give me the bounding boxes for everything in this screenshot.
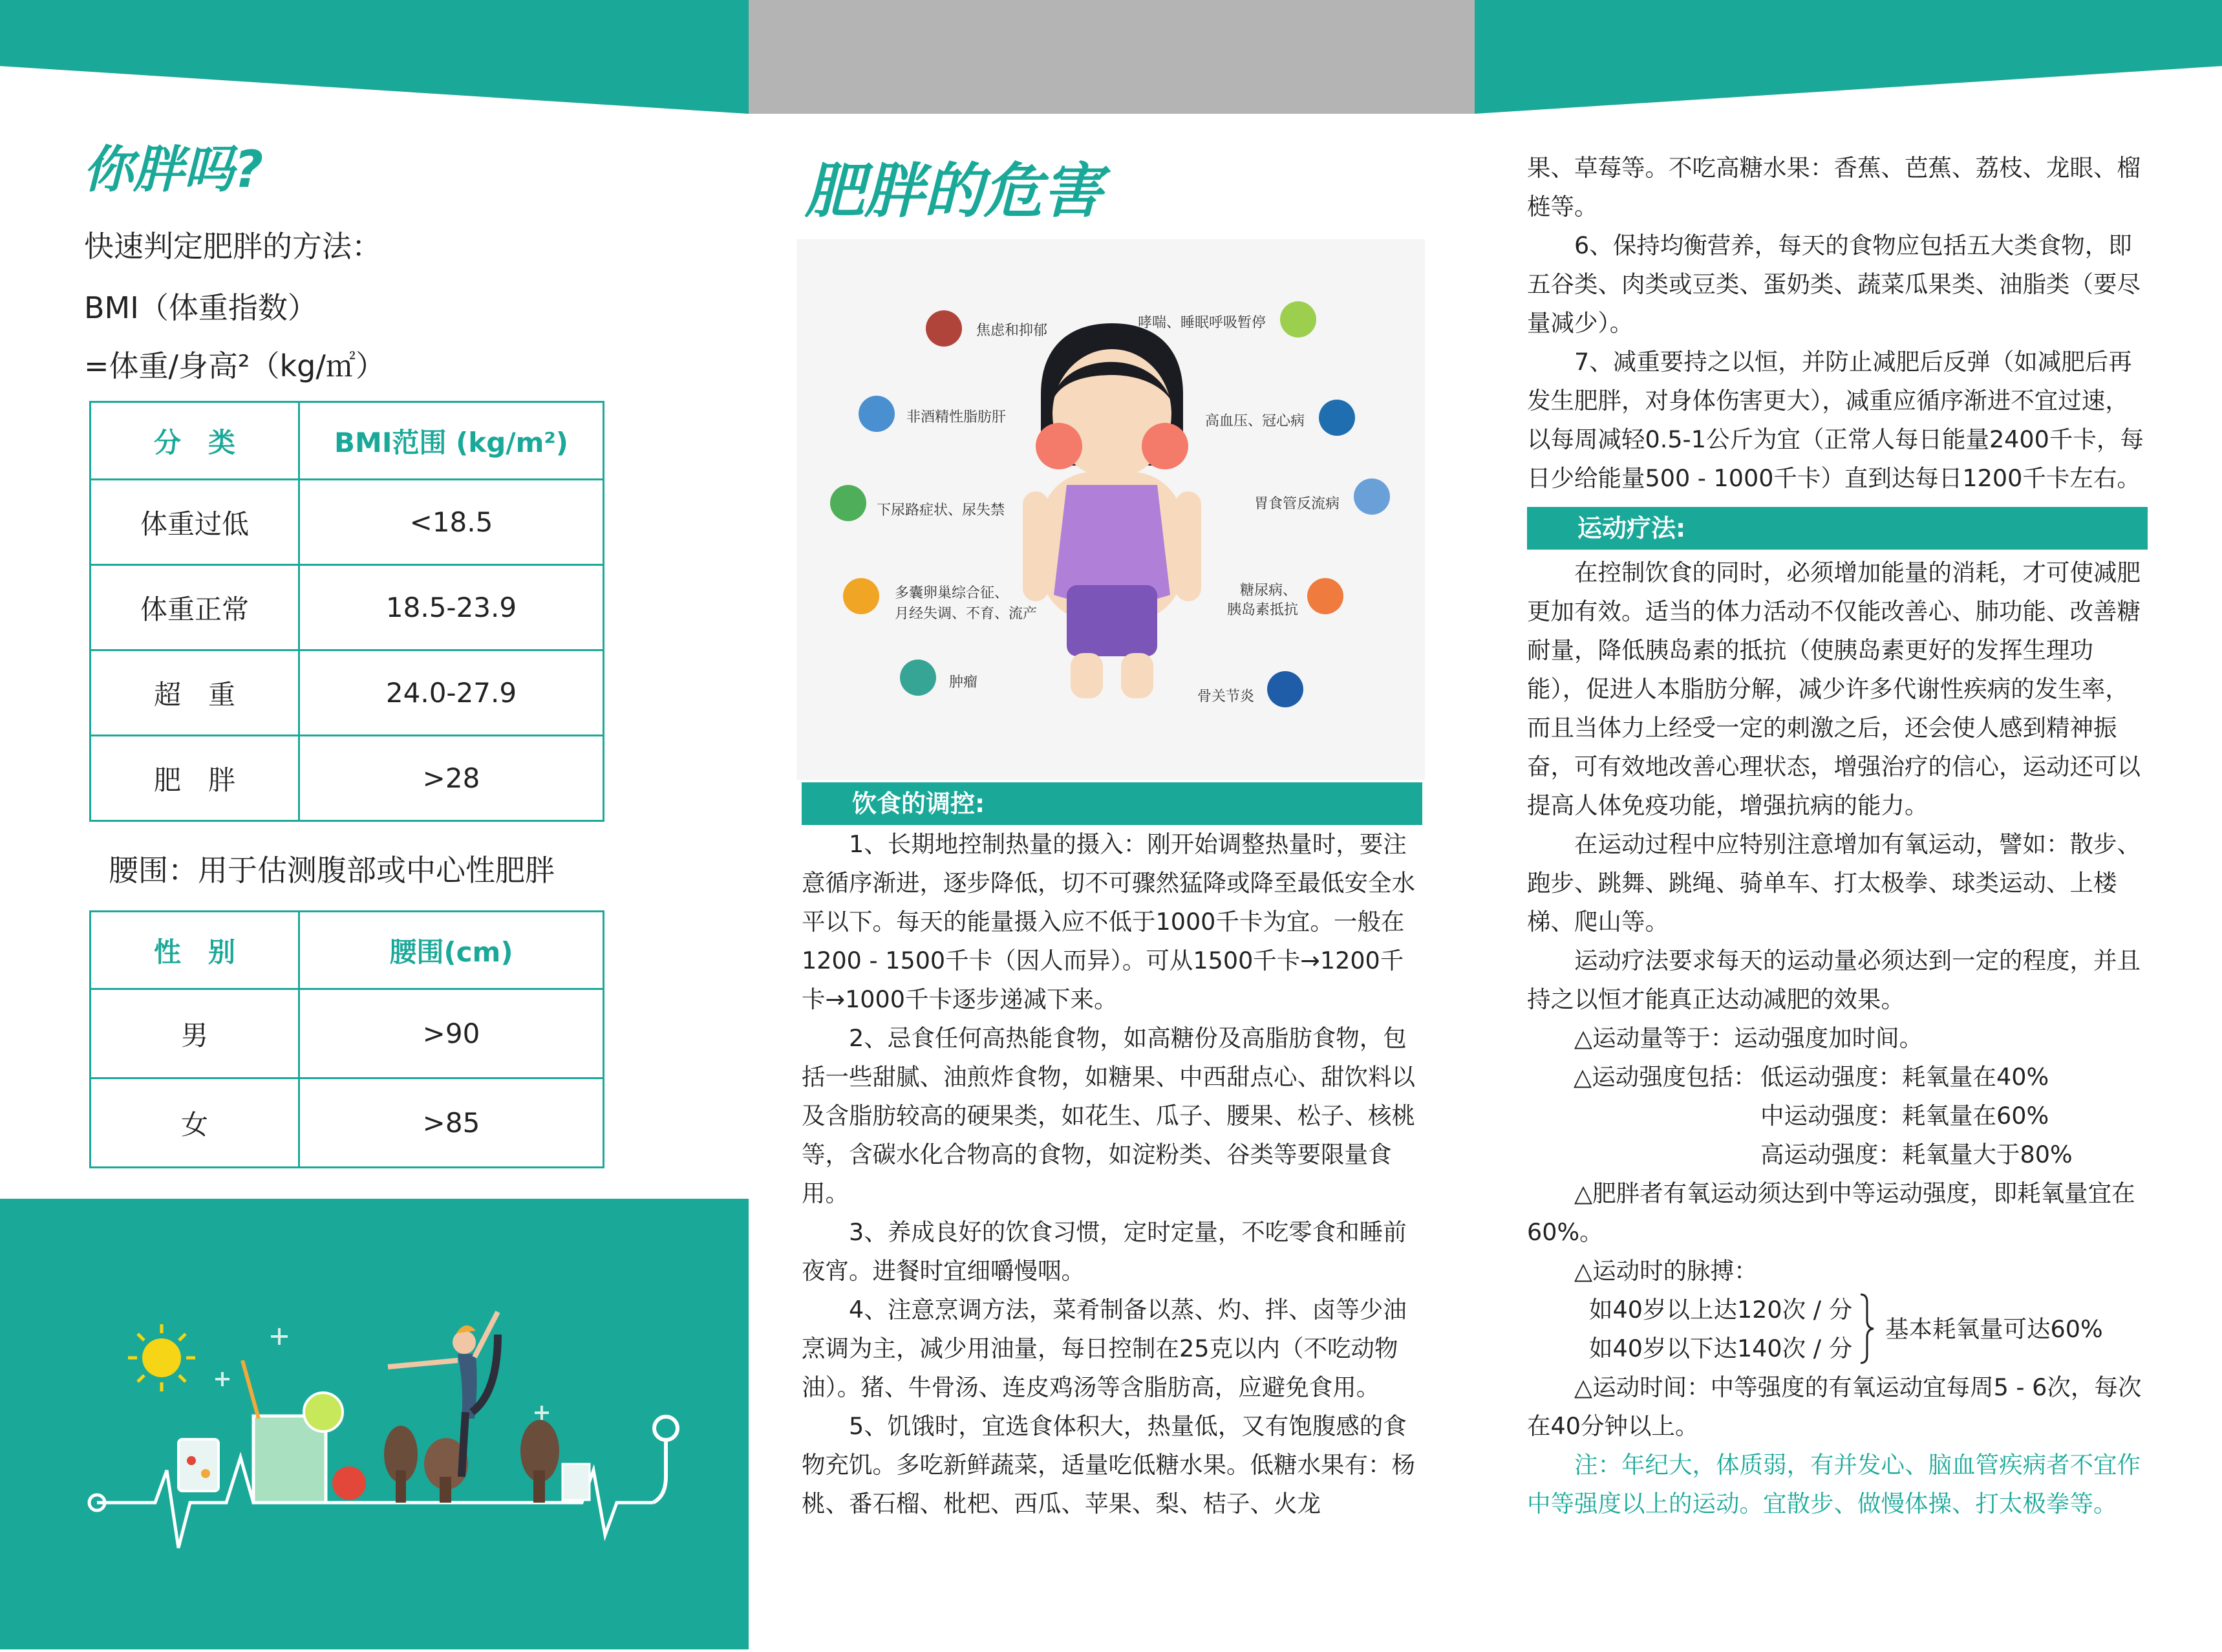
table-row [91,1078,604,1168]
bmi-cell-category: 体重过低 [91,480,299,565]
panel1-title: 你胖吗? [83,141,264,199]
bmi-table [89,401,604,822]
top-banner-left [0,0,749,114]
bmi-header-category: 分 类 [91,402,299,480]
exercise-paragraph-3: 运动疗法要求每天的运动量必须达到一定的程度，并且持之以恒才能真正达动减肥的效果。 [1527,947,2141,1013]
joint-icon [1267,671,1303,707]
tree-icons [384,1420,559,1503]
waist-cell-range: >85 [299,1078,604,1168]
table-row [91,736,604,821]
waist-cell-gender: 男 [91,989,299,1078]
bmi-cell-range: <18.5 [299,480,604,565]
table-row [91,650,604,736]
exercise-paragraph-2: 在运动过程中应特别注意增加有氧运动，譬如：散步、跑步、跳舞、跳绳、骑单车、打太极拳、球类运动、上楼梯、爬山等。 [1527,830,2141,936]
bmi-header-range: BMI范围 (kg/m²) [299,402,604,480]
pulse-label: △运动时的脉搏： [1574,1257,1758,1285]
hazard-fatty-liver: 非酒精性脂肪肝 [906,409,1007,425]
diet-item-7: 7、减重要持之以恒，并防止减肥后反弹（如减肥后再发生肥胖，对身体伤害更大），减重应循序渐进不宜过速，以每周减轻0.5-1公斤为宜（正常人每日能量2400千卡，每日少给能量500 - 1000千卡）直到达每日1200千卡左右。 [1527,348,2144,492]
pill-jar-icon [178,1439,219,1491]
bmi-cell-range: 24.0-27.9 [299,650,604,736]
diet-item-1: 1、长期地控制热量的摄入：刚开始调整热量时，要注意循序渐进，逐步降低，切不可骤然猛降或降至最低安全水平以下。每天的能量摄入应不低于1000千卡为宜。一般在1200 - 1500千卡（因人而异）。可从1500千卡→1200千卡→1000千卡逐步递减下来。 [802,830,1415,1013]
hazard-reflux: 胃食管反流病 [1254,496,1340,512]
juice-glass-icon [242,1360,343,1503]
top-banner-right [1475,0,2222,114]
diet-item-2: 2、忌食任何高热能食物，如高糖份及高脂肪食物，包括一些甜腻、油煎炸食物，如糖果、中西甜点心、甜饮料以及含脂肪较高的硬果类，如花生、瓜子、腰果、松子、核桃等，含碳水化合物高的食物，如淀粉类、谷类等要限量食用。 [802,1024,1415,1207]
panel2-title: 肥胖的危害 [805,156,1103,226]
waist-intro: 腰围：用于估测腹部或中心性肥胖 [109,853,555,888]
brace-icon [1858,1293,1876,1364]
anxiety-icon [926,310,962,347]
bmi-cell-category: 超 重 [91,650,299,736]
diet-item-6: 6、保持均衡营养，每天的食物应包括五大类食物，即五谷类、肉类或豆类、蛋奶类、蔬菜瓜果类、油脂类（要尽量减少）。 [1527,231,2141,337]
waist-header-gender: 性 别 [91,912,299,989]
hazard-anxiety: 焦虑和抑郁 [976,323,1048,339]
exercise-amount: △运动量等于：运动强度加时间。 [1574,1024,1923,1052]
obese-person-illustration [1015,323,1209,711]
bmi-formula: =体重/身高²（kg/㎡） [84,349,385,383]
heart-icon [1319,400,1355,436]
obesity-hazards-infographic [796,239,1425,780]
bmi-cell-category: 体重正常 [91,565,299,650]
pulse-result: 基本耗氧量可达60% [1885,1315,2103,1343]
stethoscope-icon [653,1417,678,1503]
top-banner-middle [749,0,1475,114]
table-row [91,480,604,565]
hazard-hypertension: 高血压、冠心病 [1205,413,1305,429]
intensity-mid: 中运动强度：耗氧量在60% [1760,1102,2049,1130]
caution-note: 注：年纪大，体质弱，有并发心、脑血管疾病者不宜作中等强度以上的运动。宜散步、做慢体操、打太极拳等。 [1527,1451,2141,1518]
hazard-pcos-line1: 多囊卵巢综合征、 [895,585,1009,601]
hazard-arthritis: 骨关节炎 [1197,689,1255,705]
hazard-diabetes-line2: 胰岛素抵抗 [1227,602,1299,618]
table-row [91,989,604,1078]
obese-requirement: △肥胖者有氧运动须达到中等运动强度，即耗氧量宜在60%。 [1527,1179,2135,1246]
exercise-paragraph-1: 在控制饮食的同时，必须增加能量的消耗，才可使减肥更加有效。适当的体力活动不仅能改善心、肺功能、改善糖耐量，降低胰岛素的抵抗（使胰岛素更好的发挥生理功能），促进人本脂肪分解，减少许多代谢性疾病的发生率，而且当体力上经受一定的刺激之后，还会使人感到精神振奋，可有效地改善心理状态，增强治疗的信心，运动还可以提高人体免疫功能，增强抗病的能力。 [1527,559,2141,819]
stomach-icon [1354,478,1390,515]
exercise-heading: 运动疗法: [1527,507,2148,550]
kidney-icon [830,485,866,521]
pulse-block [1527,1291,2148,1368]
diet-item-5: 5、饥饿时，宜选食体积大，热量低，又有饱腹感的食物充饥。多吃新鲜蔬菜，适量吃低糖水果。低糖水果有：杨桃、番石榴、枇杷、西瓜、苹果、梨、桔子、火龙 [802,1412,1415,1518]
intensity-label: △运动强度包括： [1574,1063,1757,1091]
diet-section [802,782,1422,1523]
apple-icon [332,1466,366,1500]
bmi-cell-category: 肥 胖 [91,736,299,821]
tumor-icon [900,660,936,696]
pill-pack-icon [562,1464,590,1500]
exercise-time: △运动时间：中等强度的有氧运动宜每周5 - 6次，每次在40分钟以上。 [1527,1373,2142,1440]
diet-item-4: 4、注意烹调方法，菜肴制备以蒸、灼、拌、卤等少油烹调为主，减少用油量，每日控制在25克以内（不吃动物油）。猪、牛骨汤、连皮鸡汤等含脂肪高，应避免食用。 [802,1296,1407,1401]
health-illustration-block [0,1199,749,1649]
intensity-high: 高运动强度：耗氧量大于80% [1760,1141,2073,1168]
table-row [91,565,604,650]
waist-header-range: 腰围(cm) [299,912,604,989]
waist-table-header [91,912,604,989]
pancreas-icon [1307,578,1343,614]
diet-heading: 饮食的调控: [802,782,1422,825]
pulse-under-40: 如40岁以下达140次 / 分 [1589,1335,1853,1362]
quick-method-text: 快速判定肥胖的方法： [84,229,381,264]
pulse-over-40: 如40岁以上达120次 / 分 [1589,1296,1853,1324]
panel3-content [1527,149,2148,1523]
hazard-asthma: 哮喘、睡眠呼吸暂停 [1138,315,1266,331]
bmi-cell-range: >28 [299,736,604,821]
bmi-table-header [91,402,604,480]
intensity-block [1527,1058,2148,1174]
waist-table [89,910,604,1168]
hazard-pcos-line2: 月经失调、不育、流产 [895,606,1038,622]
bmi-cell-range: 18.5-23.9 [299,565,604,650]
lungs-icon [1280,301,1316,338]
bmi-definition: BMI（体重指数） [84,290,317,325]
intensity-low: 低运动强度：耗氧量在40% [1760,1063,2049,1091]
diet-item-5-cont: 果、草莓等。不吃高糖水果：香蕉、芭蕉、荔枝、龙眼、榴梿等。 [1527,154,2141,220]
hazard-tumor: 肿瘤 [949,674,978,691]
sun-icon [128,1324,195,1391]
healthy-lifestyle-illustration [0,1199,749,1649]
waist-cell-gender: 女 [91,1078,299,1168]
liver-icon [859,396,895,432]
waist-cell-range: >90 [299,989,604,1078]
uterus-icon [843,578,879,614]
hazard-urinary: 下尿路症状、尿失禁 [877,502,1005,519]
diet-item-3: 3、养成良好的饮食习惯，定时定量，不吃零食和睡前夜宵。进餐时宜细嚼慢咽。 [802,1218,1407,1285]
hazard-diabetes-line1: 糖尿病、 [1240,583,1298,599]
